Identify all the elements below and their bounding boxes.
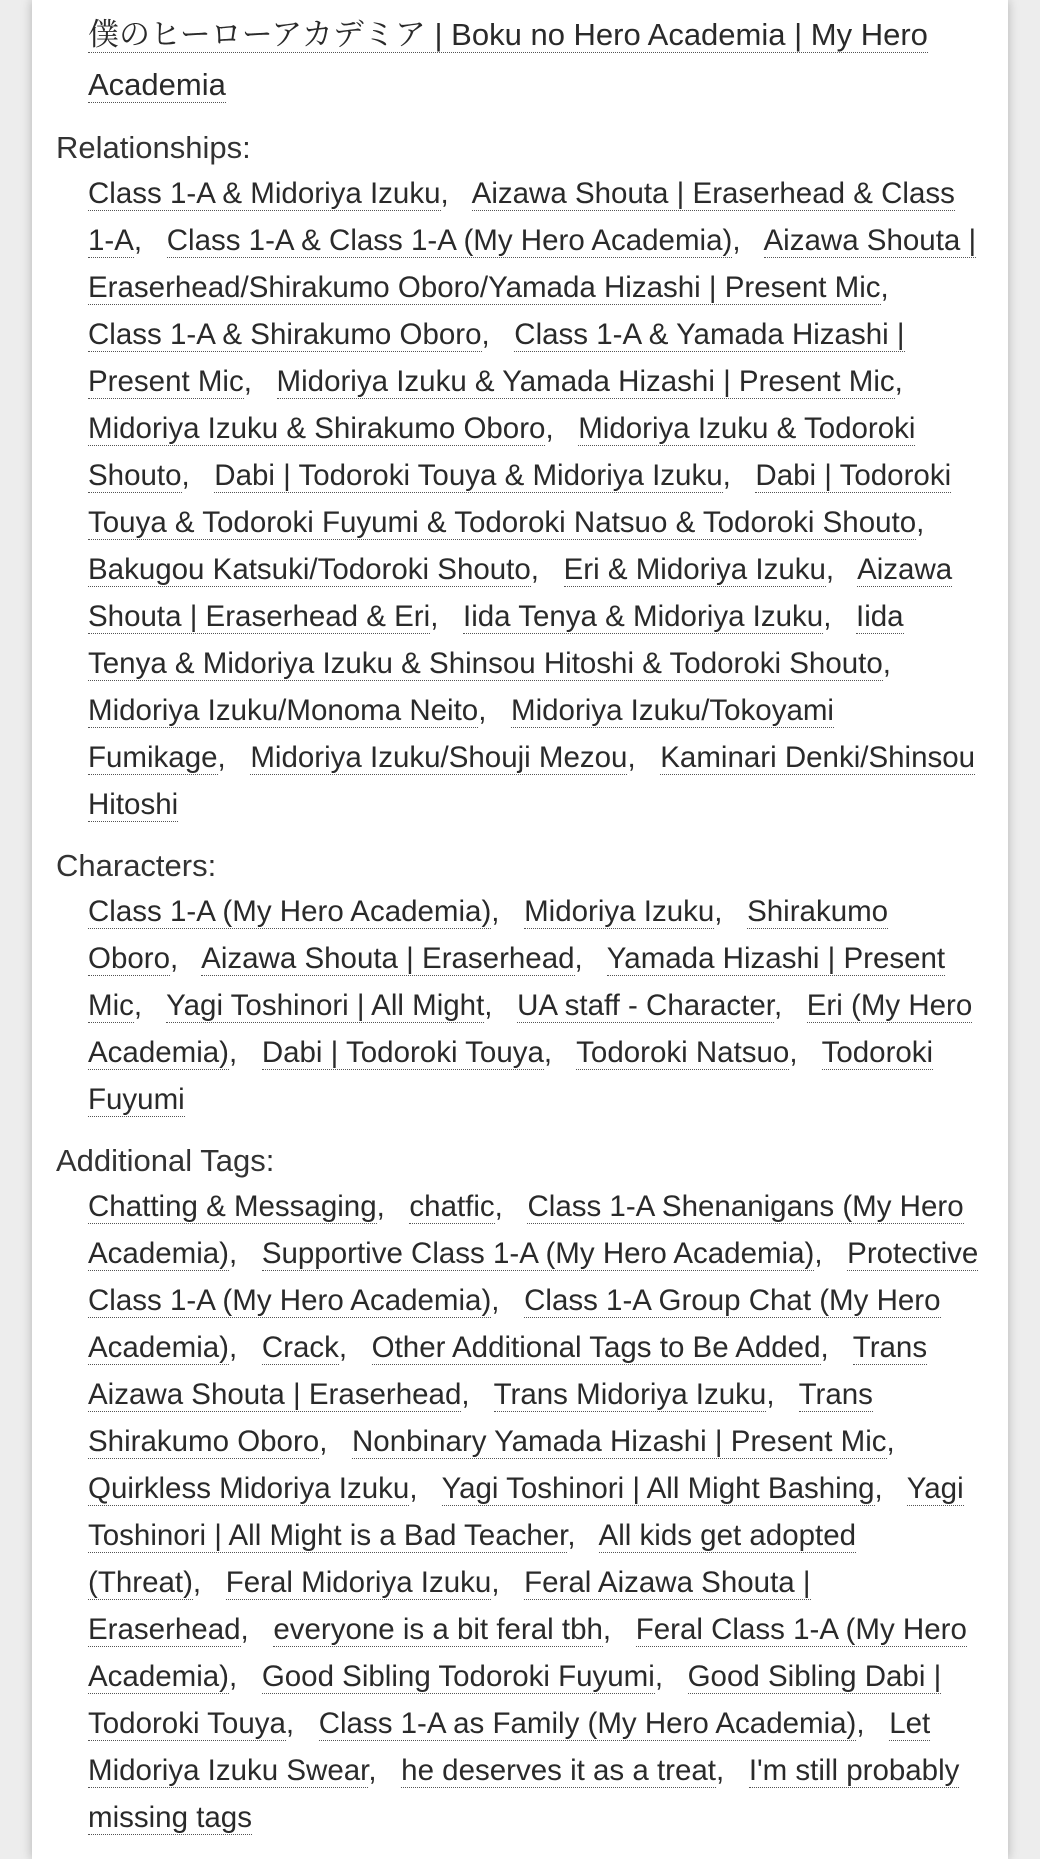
tag-separator: , xyxy=(716,1754,741,1787)
tag-separator: , xyxy=(530,553,556,586)
tag-link[interactable]: Feral Class 1-A (My Hero Academia) xyxy=(88,1613,967,1693)
tag-link[interactable]: Class 1-A & Class 1-A (My Hero Academia) xyxy=(166,224,733,257)
tag-link[interactable]: everyone is a bit feral tbh xyxy=(273,1613,603,1646)
tag-separator: , xyxy=(567,1519,592,1552)
tag-link[interactable]: Eri & Midoriya Izuku xyxy=(563,553,826,586)
tag-separator: , xyxy=(491,1284,516,1317)
tag-link[interactable]: Dabi | Todoroki Touya xyxy=(261,1036,544,1069)
tag-separator: , xyxy=(916,506,941,539)
tag-separator: , xyxy=(714,895,739,928)
tag-link[interactable]: Trans Aizawa Shouta | Eraserhead xyxy=(88,1331,928,1411)
tag-separator: , xyxy=(243,365,269,398)
tag-separator: , xyxy=(376,1190,402,1223)
tag-link[interactable]: Dabi | Todoroki Touya & Midoriya Izuku xyxy=(214,459,723,492)
tag-link[interactable]: Midoriya Izuku/Monoma Neito xyxy=(88,694,479,727)
tag-link[interactable]: Good Sibling Todoroki Fuyumi xyxy=(261,1660,655,1693)
tag-link[interactable]: Class 1-A Shenanigans (My Hero Academia) xyxy=(88,1190,964,1270)
additional-tag-list xyxy=(88,1183,984,1841)
tag-separator: , xyxy=(491,895,516,928)
tag-separator: , xyxy=(766,1378,791,1411)
tag-separator: , xyxy=(654,1660,680,1693)
tag-separator: , xyxy=(484,989,509,1022)
tag-separator: , xyxy=(825,553,851,586)
tag-separator: , xyxy=(229,1660,254,1693)
tag-link[interactable]: Let Midoriya Izuku Swear xyxy=(88,1707,931,1787)
tag-link[interactable]: Trans Shirakumo Oboro xyxy=(88,1378,873,1458)
tag-link[interactable]: Aizawa Shouta | Eraserhead & Class 1-A xyxy=(88,177,955,257)
tag-separator: , xyxy=(430,600,455,633)
tag-link[interactable]: Protective Class 1-A (My Hero Academia) xyxy=(88,1237,979,1317)
tag-separator: , xyxy=(722,459,748,492)
tag-separator: , xyxy=(409,1472,434,1505)
tag-link[interactable]: he deserves it as a treat xyxy=(401,1754,717,1787)
tag-link[interactable]: Quirkless Midoriya Izuku xyxy=(88,1472,410,1505)
tag-link[interactable]: Dabi | Todoroki Touya & Todoroki Fuyumi & Todoroki Natsuo & Todoroki Shouto xyxy=(88,459,952,539)
tag-separator: , xyxy=(773,989,799,1022)
tag-link[interactable]: Bakugou Katsuki/Todoroki Shouto xyxy=(88,553,531,586)
tag-link[interactable]: Yagi Toshinori | All Might is a Bad Teacher xyxy=(88,1472,964,1552)
tag-separator: , xyxy=(545,412,571,445)
tag-separator: , xyxy=(229,1036,254,1069)
tag-separator: , xyxy=(856,1707,881,1740)
tag-separator: , xyxy=(732,224,757,257)
character-tag-list xyxy=(88,888,984,1123)
relationship-tag-list xyxy=(88,170,984,828)
tag-separator: , xyxy=(882,647,908,680)
tag-link[interactable]: Good Sibling Dabi | Todoroki Touya xyxy=(88,1660,942,1740)
tag-link[interactable]: Midoriya Izuku & Yamada Hizashi | Present Mic xyxy=(276,365,895,398)
tag-separator: , xyxy=(789,1036,814,1069)
tag-separator: , xyxy=(440,177,466,210)
tag-separator: , xyxy=(240,1613,266,1646)
fandom-tag-list xyxy=(88,10,984,110)
tag-link[interactable]: Class 1-A (My Hero Academia) xyxy=(88,895,492,928)
tag-link[interactable]: Yagi Toshinori | All Might Bashing xyxy=(441,1472,875,1505)
tag-link[interactable]: Todoroki Natsuo xyxy=(576,1036,790,1069)
tag-separator: , xyxy=(133,224,159,257)
tag-separator: , xyxy=(319,1425,344,1458)
tag-link[interactable]: Class 1-A & Midoriya Izuku xyxy=(88,177,441,210)
additional-tags-label: Additional Tags: xyxy=(56,1143,275,1178)
tag-link[interactable]: Yamada Hizashi | Present Mic xyxy=(88,942,946,1022)
tag-link[interactable]: Supportive Class 1-A (My Hero Academia) xyxy=(261,1237,815,1270)
tag-separator: , xyxy=(368,1754,393,1787)
tag-link[interactable]: Chatting & Messaging xyxy=(88,1190,377,1223)
tag-separator: , xyxy=(170,942,195,975)
tag-link[interactable]: Midoriya Izuku/Tokoyami Fumikage xyxy=(88,694,834,774)
tag-separator: , xyxy=(886,1425,912,1458)
tag-separator: , xyxy=(820,1331,846,1364)
tag-link[interactable]: Midoriya Izuku xyxy=(524,895,715,928)
tag-link[interactable]: chatfic xyxy=(409,1190,495,1223)
tag-link[interactable]: Midoriya Izuku/Shouji Mezou xyxy=(250,741,628,774)
tag-link[interactable]: Iida Tenya & Midoriya Izuku & Shinsou Hitoshi & Todoroki Shouto xyxy=(88,600,904,680)
tag-link[interactable]: Feral Aizawa Shouta | Eraserhead xyxy=(88,1566,811,1646)
tag-link[interactable]: Nonbinary Yamada Hizashi | Present Mic xyxy=(352,1425,887,1458)
tag-link[interactable]: Todoroki Fuyumi xyxy=(88,1036,934,1116)
tag-link[interactable]: Other Additional Tags to Be Added xyxy=(371,1331,821,1364)
tag-link[interactable]: Midoriya Izuku & Todoroki Shouto xyxy=(88,412,916,492)
characters-label: Characters: xyxy=(56,848,217,883)
tag-link[interactable]: Crack xyxy=(261,1331,339,1364)
tag-link[interactable]: UA staff - Character xyxy=(517,989,774,1022)
tag-separator: , xyxy=(217,741,243,774)
tag-link[interactable]: All kids get adopted (Threat) xyxy=(88,1519,857,1599)
tag-link[interactable]: 僕のヒーローアカデミア | Boku no Hero Academia | My Hero Academia xyxy=(88,17,928,102)
tag-separator: , xyxy=(481,318,507,351)
tag-link[interactable]: Aizawa Shouta | Eraserhead xyxy=(201,942,575,975)
tag-separator: , xyxy=(602,1613,628,1646)
tag-separator: , xyxy=(874,1472,900,1505)
relationships-label: Relationships: xyxy=(56,130,251,165)
tag-separator: , xyxy=(823,600,848,633)
tag-separator: , xyxy=(574,942,600,975)
tag-link[interactable]: Class 1-A as Family (My Hero Academia) xyxy=(318,1707,857,1740)
tag-separator: , xyxy=(192,1566,218,1599)
tag-separator: , xyxy=(494,1190,520,1223)
tag-link[interactable]: Aizawa Shouta | Eraserhead/Shirakumo Oboro/Yamada Hizashi | Present Mic xyxy=(88,224,977,304)
tag-separator: , xyxy=(894,365,920,398)
tag-separator: , xyxy=(181,459,207,492)
tag-separator: , xyxy=(880,271,906,304)
tag-link[interactable]: Midoriya Izuku & Shirakumo Oboro xyxy=(88,412,546,445)
tag-link[interactable]: I'm still probably missing tags xyxy=(88,1754,960,1834)
tag-separator: , xyxy=(133,989,159,1022)
tag-link[interactable]: Iida Tenya & Midoriya Izuku xyxy=(463,600,824,633)
tag-separator: , xyxy=(285,1707,311,1740)
tag-link[interactable]: Trans Midoriya Izuku xyxy=(493,1378,767,1411)
tag-link[interactable]: Shirakumo Oboro xyxy=(88,895,889,975)
tag-link[interactable]: Feral Midoriya Izuku xyxy=(225,1566,492,1599)
tag-link[interactable]: Class 1-A Group Chat (My Hero Academia) xyxy=(88,1284,941,1364)
tag-separator: , xyxy=(229,1237,254,1270)
tag-link[interactable]: Eri (My Hero Academia) xyxy=(88,989,973,1069)
tag-link[interactable]: Kaminari Denki/Shinsou Hitoshi xyxy=(88,741,976,821)
tag-separator: , xyxy=(491,1566,516,1599)
work-tags-panel xyxy=(32,0,1008,1859)
tag-separator: , xyxy=(229,1331,254,1364)
tag-separator: , xyxy=(478,694,503,727)
tag-link[interactable]: Class 1-A & Yamada Hizashi | Present Mic xyxy=(88,318,905,398)
tag-link[interactable]: Class 1-A & Shirakumo Oboro xyxy=(88,318,482,351)
tag-link[interactable]: Yagi Toshinori | All Might xyxy=(166,989,485,1022)
tag-separator: , xyxy=(814,1237,839,1270)
tag-separator: , xyxy=(461,1378,486,1411)
tag-link[interactable]: Aizawa Shouta | Eraserhead & Eri xyxy=(88,553,953,633)
tag-separator: , xyxy=(338,1331,364,1364)
tag-separator: , xyxy=(543,1036,569,1069)
tag-separator: , xyxy=(627,741,653,774)
